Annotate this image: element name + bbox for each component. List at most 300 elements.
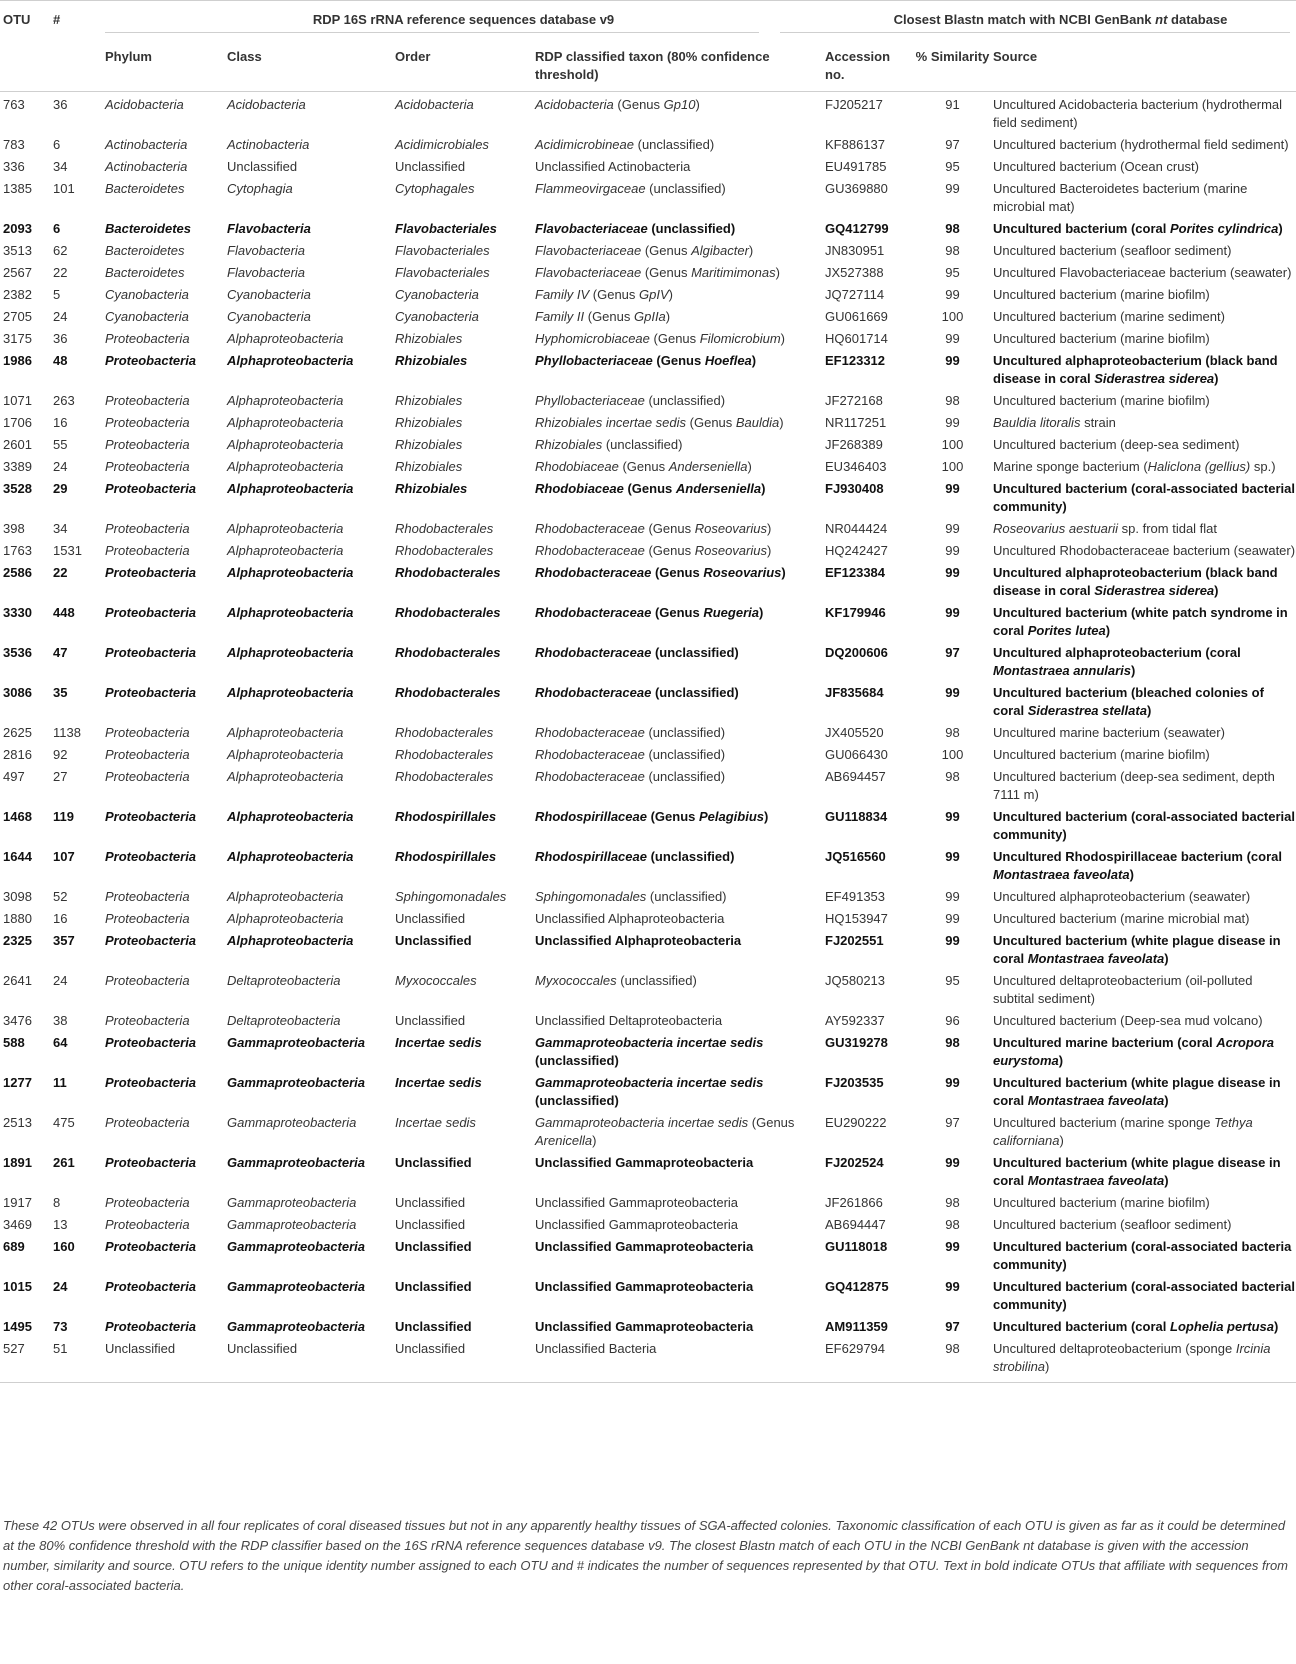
count-cell: 22 <box>53 565 68 580</box>
source-cell: Uncultured Flavobacteriaceae bacterium (seawater) <box>993 265 1292 280</box>
taxon-cell: Family II (Genus GpIIa) <box>535 309 671 324</box>
taxon-cell: Rhizobiales (unclassified) <box>535 437 683 452</box>
count-cell: 34 <box>53 521 68 536</box>
count-cell: 35 <box>53 685 68 700</box>
source-cell: Uncultured deltaproteobacterium (oil-polluted subtital sediment) <box>993 973 1253 1006</box>
table-row <box>0 476 1296 516</box>
taxon-cell: Rhodobiaceae (Genus Anderseniella) <box>535 459 752 474</box>
similarity-cell: 99 <box>945 1279 960 1294</box>
taxon-cell: Phyllobacteriaceae (unclassified) <box>535 393 726 408</box>
table-row <box>0 216 1296 238</box>
similarity-cell: 98 <box>945 1195 960 1210</box>
taxon-cell: Rhodobacteraceae (unclassified) <box>535 685 739 700</box>
class-cell: Gammaproteobacteria <box>227 1279 365 1294</box>
source-cell: Uncultured Acidobacteria bacterium (hydrothermal field sediment) <box>993 97 1283 130</box>
count-cell: 261 <box>53 1155 75 1170</box>
phylum-cell: Proteobacteria <box>105 973 190 988</box>
header-count: # <box>50 1 102 46</box>
order-cell: Unclassified <box>395 1195 466 1210</box>
header-blast-group: Closest Blastn match with NCBI GenBank nt database <box>822 1 1296 46</box>
class-cell: Flavobacteria <box>227 243 306 258</box>
phylum-cell: Proteobacteria <box>105 415 190 430</box>
otu-cell: 689 <box>3 1239 25 1254</box>
taxon-cell: Rhodobacteraceae (unclassified) <box>535 725 726 740</box>
count-cell: 357 <box>53 933 75 948</box>
table-row <box>0 720 1296 742</box>
otu-cell: 1495 <box>3 1319 32 1334</box>
similarity-cell: 99 <box>945 933 960 948</box>
similarity-cell: 100 <box>941 309 964 324</box>
class-cell: Unclassified <box>227 159 298 174</box>
phylum-cell: Proteobacteria <box>105 605 197 620</box>
otu-cell: 497 <box>3 769 25 784</box>
otu-cell: 1468 <box>3 809 32 824</box>
order-cell: Rhodobacterales <box>395 543 494 558</box>
similarity-cell: 99 <box>945 1239 960 1254</box>
table-row <box>0 388 1296 410</box>
phylum-cell: Proteobacteria <box>105 1035 197 1050</box>
count-cell: 6 <box>53 137 61 152</box>
phylum-cell: Proteobacteria <box>105 1155 197 1170</box>
class-cell: Cytophagia <box>227 181 293 196</box>
source-cell: Uncultured bacterium (coral-associated bacteria community) <box>993 1239 1292 1272</box>
table-row <box>0 742 1296 764</box>
accession-cell: FJ203535 <box>825 1075 884 1090</box>
similarity-cell: 99 <box>945 911 960 926</box>
source-cell: Uncultured bacterium (deep-sea sediment) <box>993 437 1240 452</box>
order-cell: Rhizobiales <box>395 459 463 474</box>
count-cell: 263 <box>53 393 75 408</box>
accession-cell: GU369880 <box>825 181 888 196</box>
taxon-cell: Flavobacteriaceae (Genus Maritimimonas) <box>535 265 780 280</box>
order-cell: Sphingomonadales <box>395 889 507 904</box>
otu-cell: 783 <box>3 137 25 152</box>
phylum-cell: Proteobacteria <box>105 331 190 346</box>
class-cell: Alphaproteobacteria <box>227 889 344 904</box>
header-class: Class <box>224 45 392 92</box>
phylum-cell: Proteobacteria <box>105 933 197 948</box>
class-cell: Alphaproteobacteria <box>227 747 344 762</box>
taxon-cell: Rhodobiaceae (Genus Anderseniella) <box>535 481 766 496</box>
similarity-cell: 98 <box>945 1035 960 1050</box>
accession-cell: GU061669 <box>825 309 888 324</box>
table-row <box>0 1314 1296 1336</box>
otu-cell: 3086 <box>3 685 32 700</box>
count-cell: 119 <box>53 809 74 824</box>
otu-cell: 2325 <box>3 933 32 948</box>
count-cell: 107 <box>53 849 75 864</box>
count-cell: 62 <box>53 243 68 258</box>
similarity-cell: 99 <box>945 605 960 620</box>
table-row <box>0 410 1296 432</box>
similarity-cell: 99 <box>945 685 960 700</box>
accession-cell: EF491353 <box>825 889 886 904</box>
taxon-cell: Unclassified Gammaproteobacteria <box>535 1155 754 1170</box>
accession-cell: AB694457 <box>825 769 886 784</box>
taxon-cell: Unclassified Actinobacteria <box>535 159 691 174</box>
similarity-cell: 96 <box>945 1013 960 1028</box>
table-row <box>0 454 1296 476</box>
order-cell: Cyanobacteria <box>395 309 479 324</box>
count-cell: 5 <box>53 287 61 302</box>
accession-cell: JQ727114 <box>825 287 885 302</box>
table-row <box>0 1190 1296 1212</box>
otu-cell: 1644 <box>3 849 32 864</box>
otu-cell: 2705 <box>3 309 32 324</box>
class-cell: Alphaproteobacteria <box>227 331 344 346</box>
phylum-cell: Actinobacteria <box>105 137 188 152</box>
count-cell: 1138 <box>53 725 81 740</box>
header-source: Source <box>990 45 1296 92</box>
count-cell: 448 <box>53 605 75 620</box>
table-row <box>0 1234 1296 1274</box>
source-cell: Bauldia litoralis strain <box>993 415 1116 430</box>
source-cell: Uncultured marine bacterium (seawater) <box>993 725 1225 740</box>
taxon-cell: Rhodobacteraceae (unclassified) <box>535 747 726 762</box>
accession-cell: HQ242427 <box>825 543 888 558</box>
source-cell: Uncultured bacterium (bleached colonies of coral Siderastrea stellata) <box>993 685 1264 718</box>
otu-cell: 3476 <box>3 1013 32 1028</box>
taxon-cell: Rhodobacteraceae (unclassified) <box>535 769 726 784</box>
taxon-cell: Rhodobacteraceae (Genus Roseovarius) <box>535 543 772 558</box>
accession-cell: JF835684 <box>825 685 884 700</box>
source-cell: Uncultured bacterium (marine biofilm) <box>993 1195 1210 1210</box>
accession-cell: AB694447 <box>825 1217 886 1232</box>
accession-cell: JQ516560 <box>825 849 886 864</box>
similarity-cell: 98 <box>945 221 960 236</box>
accession-cell: FJ202524 <box>825 1155 884 1170</box>
otu-cell: 2567 <box>3 265 32 280</box>
taxon-cell: Phyllobacteriaceae (Genus Hoeflea) <box>535 353 757 368</box>
order-cell: Incertae sedis <box>395 1035 482 1050</box>
order-cell: Rhizobiales <box>395 415 463 430</box>
taxon-cell: Gammaproteobacteria incertae sedis (unclassified) <box>535 1035 764 1068</box>
similarity-cell: 99 <box>945 1075 960 1090</box>
rdp-group-underline <box>105 32 759 33</box>
similarity-cell: 99 <box>945 181 960 196</box>
order-cell: Unclassified <box>392 1336 532 1383</box>
count-cell: 24 <box>53 459 68 474</box>
class-cell: Flavobacteria <box>227 265 306 280</box>
phylum-cell: Proteobacteria <box>105 353 197 368</box>
count-cell: 16 <box>53 415 68 430</box>
accession-cell: AM911359 <box>825 1319 888 1334</box>
taxon-cell: Unclassified Gammaproteobacteria <box>535 1239 754 1254</box>
similarity-cell: 95 <box>945 159 960 174</box>
otu-cell: 1071 <box>3 393 32 408</box>
source-cell: Uncultured bacterium (white patch syndrome in coral Porites lutea) <box>993 605 1288 638</box>
similarity-cell: 99 <box>945 415 960 430</box>
phylum-cell: Actinobacteria <box>105 159 188 174</box>
class-cell: Alphaproteobacteria <box>227 685 354 700</box>
similarity-cell: 98 <box>945 725 960 740</box>
table-row <box>0 348 1296 388</box>
count-cell: 24 <box>53 973 68 988</box>
source-cell: Uncultured bacterium (coral-associated bacterial community) <box>993 809 1295 842</box>
count-cell: 36 <box>53 97 68 112</box>
accession-cell: FJ205217 <box>825 97 883 112</box>
phylum-cell: Proteobacteria <box>105 911 190 926</box>
similarity-cell: 99 <box>945 331 960 346</box>
class-cell: Gammaproteobacteria <box>227 1155 365 1170</box>
accession-cell: GU066430 <box>825 747 888 762</box>
otu-cell: 1015 <box>3 1279 32 1294</box>
phylum-cell: Acidobacteria <box>105 97 184 112</box>
similarity-cell: 95 <box>945 973 960 988</box>
otu-cell: 398 <box>3 521 25 536</box>
class-cell: Unclassified <box>224 1336 392 1383</box>
order-cell: Rhodobacterales <box>395 685 501 700</box>
taxon-cell: Family IV (Genus GpIV) <box>535 287 673 302</box>
phylum-cell: Proteobacteria <box>105 1195 190 1210</box>
accession-cell: JF268389 <box>825 437 883 452</box>
count-cell: 11 <box>53 1075 67 1090</box>
similarity-cell: 97 <box>945 1115 960 1130</box>
table-row <box>0 1030 1296 1070</box>
accession-cell: GU319278 <box>825 1035 888 1050</box>
order-cell: Flavobacteriales <box>395 221 497 236</box>
source-cell: Uncultured bacterium (marine biofilm) <box>993 287 1210 302</box>
phylum-cell: Proteobacteria <box>105 481 197 496</box>
otu-cell: 1917 <box>3 1195 32 1210</box>
otu-cell: 3098 <box>3 889 32 904</box>
phylum-cell: Proteobacteria <box>105 809 197 824</box>
phylum-cell: Proteobacteria <box>105 1013 190 1028</box>
source-cell: Roseovarius aestuarii sp. from tidal flat <box>993 521 1218 536</box>
source-cell: Uncultured bacterium (seafloor sediment) <box>993 1217 1232 1232</box>
taxon-cell: Flavobacteriaceae (unclassified) <box>535 221 736 236</box>
count-cell: 24 <box>53 1279 68 1294</box>
table-row <box>0 92 1296 133</box>
source-cell: Uncultured Rhodospirillaceae bacterium (coral Montastraea faveolata) <box>993 849 1282 882</box>
table-row <box>0 844 1296 884</box>
order-cell: Unclassified <box>395 159 466 174</box>
count-cell: 64 <box>53 1035 68 1050</box>
header-otu: OTU <box>0 1 50 46</box>
otu-cell: 1706 <box>3 415 32 430</box>
order-cell: Acidimicrobiales <box>395 137 489 152</box>
table-row <box>0 516 1296 538</box>
phylum-cell: Proteobacteria <box>105 1115 190 1130</box>
taxon-cell: Rhodospirillaceae (Genus Pelagibius) <box>535 809 769 824</box>
class-cell: Deltaproteobacteria <box>227 1013 341 1028</box>
phylum-cell: Bacteroidetes <box>105 243 185 258</box>
count-cell: 101 <box>53 181 75 196</box>
source-cell: Uncultured bacterium (marine sediment) <box>993 309 1225 324</box>
source-cell: Uncultured bacterium (white plague disease in coral Montastraea faveolata) <box>993 1075 1281 1108</box>
table-row <box>0 1070 1296 1110</box>
phylum-cell: Proteobacteria <box>105 565 197 580</box>
table-row <box>0 906 1296 928</box>
count-cell: 55 <box>53 437 68 452</box>
order-cell: Rhodospirillales <box>395 849 497 864</box>
order-cell: Unclassified <box>395 1239 472 1254</box>
order-cell: Unclassified <box>395 1279 472 1294</box>
table-row <box>0 600 1296 640</box>
phylum-cell: Proteobacteria <box>105 889 190 904</box>
similarity-cell: 97 <box>945 645 960 660</box>
similarity-cell: 100 <box>941 459 964 474</box>
otu-cell: 2513 <box>3 1115 32 1130</box>
otu-cell: 2586 <box>3 565 32 580</box>
taxon-cell: Gammaproteobacteria incertae sedis (Genus Arenicella) <box>535 1115 795 1148</box>
count-cell: 34 <box>53 159 68 174</box>
source-cell: Uncultured bacterium (marine biofilm) <box>993 331 1210 346</box>
similarity-cell: 99 <box>945 889 960 904</box>
class-cell: Alphaproteobacteria <box>227 725 344 740</box>
taxon-cell: Rhodobacteraceae (Genus Ruegeria) <box>535 605 764 620</box>
otu-cell: 3175 <box>3 331 32 346</box>
otu-cell: 763 <box>3 97 25 112</box>
phylum-cell: Proteobacteria <box>105 849 197 864</box>
taxon-cell: Rhodobacteraceae (Genus Roseovarius) <box>535 565 786 580</box>
order-cell: Acidobacteria <box>395 97 474 112</box>
class-cell: Acidobacteria <box>227 97 306 112</box>
phylum-cell: Proteobacteria <box>105 393 190 408</box>
count-cell: 16 <box>53 911 68 926</box>
class-cell: Gammaproteobacteria <box>227 1035 365 1050</box>
phylum-cell: Cyanobacteria <box>105 309 189 324</box>
table-row <box>0 1150 1296 1190</box>
source-cell: Uncultured bacterium (coral Porites cylindrica) <box>993 221 1283 236</box>
order-cell: Rhizobiales <box>395 353 468 368</box>
similarity-cell: 91 <box>945 97 960 112</box>
taxon-cell: Unclassified Deltaproteobacteria <box>535 1013 723 1028</box>
phylum-cell: Proteobacteria <box>105 769 190 784</box>
order-cell: Rhodobacterales <box>395 645 501 660</box>
class-cell: Alphaproteobacteria <box>227 565 354 580</box>
table-footnote: These 42 OTUs were observed in all four replicates of coral diseased tissues but not in any apparently healthy tissues of SGA-affected colonies. Taxonomic classification of each OTU is given as far as it could be determined at the 80% confidence threshold with the RDP classifier based on the 16S rRNA reference sequences database v9. The closest Blastn match of each OTU in the NCBI GenBank nt database is given with the accession number, similarity and source. OTU refers to the unique identity number assigned to each OTU and # indicates the number of sequences represented by that OTU. Text in bold indicate OTUs that affiliate with sequences from other coral-associated bacteria. <box>3 1518 1289 1593</box>
similarity-cell: 99 <box>945 849 960 864</box>
class-cell: Alphaproteobacteria <box>227 605 354 620</box>
taxon-cell: Rhizobiales incertae sedis (Genus Bauldia) <box>535 415 784 430</box>
class-cell: Gammaproteobacteria <box>227 1115 357 1130</box>
phylum-cell: Proteobacteria <box>105 437 190 452</box>
accession-cell: EF123384 <box>825 565 886 580</box>
source-cell: Uncultured bacterium (coral-associated bacterial community) <box>993 481 1295 514</box>
order-cell: Rhizobiales <box>395 393 463 408</box>
source-cell: Uncultured bacterium (marine biofilm) <box>993 393 1210 408</box>
source-cell: Uncultured bacterium (white plague disease in coral Montastraea faveolata) <box>993 1155 1281 1188</box>
order-cell: Rhodospirillales <box>395 809 497 824</box>
class-cell: Gammaproteobacteria <box>227 1319 365 1334</box>
class-cell: Alphaproteobacteria <box>227 543 344 558</box>
table-row <box>0 176 1296 216</box>
order-cell: Incertae sedis <box>395 1075 482 1090</box>
accession-cell: EU491785 <box>825 159 887 174</box>
class-cell: Alphaproteobacteria <box>227 437 344 452</box>
accession-cell: JF272168 <box>825 393 883 408</box>
similarity-cell: 99 <box>945 481 960 496</box>
source-cell: Uncultured alphaproteobacterium (black band disease in coral Siderastrea siderea) <box>993 565 1278 598</box>
phylum-cell: Proteobacteria <box>105 1279 197 1294</box>
otu-cell: 3536 <box>3 645 32 660</box>
taxon-cell: Hyphomicrobiaceae (Genus Filomicrobium) <box>535 331 786 346</box>
otu-cell: 336 <box>3 159 25 174</box>
accession-cell: JX405520 <box>825 725 884 740</box>
otu-cell: 1986 <box>3 353 32 368</box>
accession-cell: GU118834 <box>825 809 888 824</box>
otu-cell: 1891 <box>3 1155 32 1170</box>
similarity-cell: 98 <box>912 1336 990 1383</box>
accession-cell: EU346403 <box>825 459 887 474</box>
class-cell: Actinobacteria <box>227 137 310 152</box>
class-cell: Flavobacteria <box>227 221 311 236</box>
count-cell: 24 <box>53 309 68 324</box>
similarity-cell: 98 <box>945 393 960 408</box>
table-row <box>0 764 1296 804</box>
class-cell: Cyanobacteria <box>227 287 311 302</box>
count-cell: 8 <box>53 1195 61 1210</box>
phylum-cell: Proteobacteria <box>105 1217 190 1232</box>
taxon-cell: Flammeovirgaceae (unclassified) <box>535 181 726 196</box>
taxon-cell: Unclassified Gammaproteobacteria <box>535 1319 754 1334</box>
order-cell: Unclassified <box>395 911 466 926</box>
table-row <box>0 132 1296 154</box>
order-cell: Unclassified <box>395 933 472 948</box>
table-row <box>0 154 1296 176</box>
class-cell: Alphaproteobacteria <box>227 933 354 948</box>
otu-cell: 3389 <box>3 459 32 474</box>
accession-cell: FJ202551 <box>825 933 884 948</box>
accession-cell: HQ153947 <box>825 911 888 926</box>
otu-cell: 3469 <box>3 1217 32 1232</box>
table-row <box>0 260 1296 282</box>
class-cell: Gammaproteobacteria <box>227 1239 365 1254</box>
class-cell: Deltaproteobacteria <box>227 973 341 988</box>
count-cell: 92 <box>53 747 68 762</box>
phylum-cell: Bacteroidetes <box>105 181 185 196</box>
source-cell: Uncultured bacterium (Ocean crust) <box>993 159 1199 174</box>
table-row <box>0 304 1296 326</box>
similarity-cell: 98 <box>945 1217 960 1232</box>
class-cell: Gammaproteobacteria <box>227 1075 365 1090</box>
accession-cell: EF123312 <box>825 353 886 368</box>
phylum-cell: Proteobacteria <box>105 543 190 558</box>
phylum-cell: Proteobacteria <box>105 459 190 474</box>
taxon-cell: Unclassified Gammaproteobacteria <box>535 1195 739 1210</box>
class-cell: Alphaproteobacteria <box>227 769 344 784</box>
order-cell: Rhodobacterales <box>395 747 494 762</box>
taxon-cell: Rhodobacteraceae (unclassified) <box>535 645 739 660</box>
accession-cell: JN830951 <box>825 243 885 258</box>
phylum-cell: Proteobacteria <box>105 1319 197 1334</box>
count-cell: 1531 <box>53 543 82 558</box>
otu-cell: 2601 <box>3 437 32 452</box>
order-cell: Rhodobacterales <box>395 605 501 620</box>
taxon-cell: Rhodobacteraceae (Genus Roseovarius) <box>535 521 772 536</box>
source-cell: Uncultured bacterium (seafloor sediment) <box>993 243 1232 258</box>
table-row <box>0 928 1296 968</box>
order-cell: Rhodobacterales <box>395 521 494 536</box>
taxon-cell: Flavobacteriaceae (Genus Algibacter) <box>535 243 754 258</box>
order-cell: Rhizobiales <box>395 331 463 346</box>
order-cell: Rhodobacterales <box>395 725 494 740</box>
phylum-cell: Proteobacteria <box>105 1239 197 1254</box>
accession-cell: FJ930408 <box>825 481 884 496</box>
table-row <box>0 1336 1296 1383</box>
count-cell: 38 <box>53 1013 68 1028</box>
accession-cell: NR117251 <box>825 415 887 430</box>
taxon-cell: Unclassified Gammaproteobacteria <box>535 1279 754 1294</box>
order-cell: Cyanobacteria <box>395 287 479 302</box>
table-row <box>0 1008 1296 1030</box>
accession-cell: DQ200606 <box>825 645 888 660</box>
class-cell: Alphaproteobacteria <box>227 849 354 864</box>
order-cell: Rhizobiales <box>395 437 463 452</box>
otu-cell: 1880 <box>3 911 32 926</box>
taxon-cell: Rhodospirillaceae (unclassified) <box>535 849 735 864</box>
